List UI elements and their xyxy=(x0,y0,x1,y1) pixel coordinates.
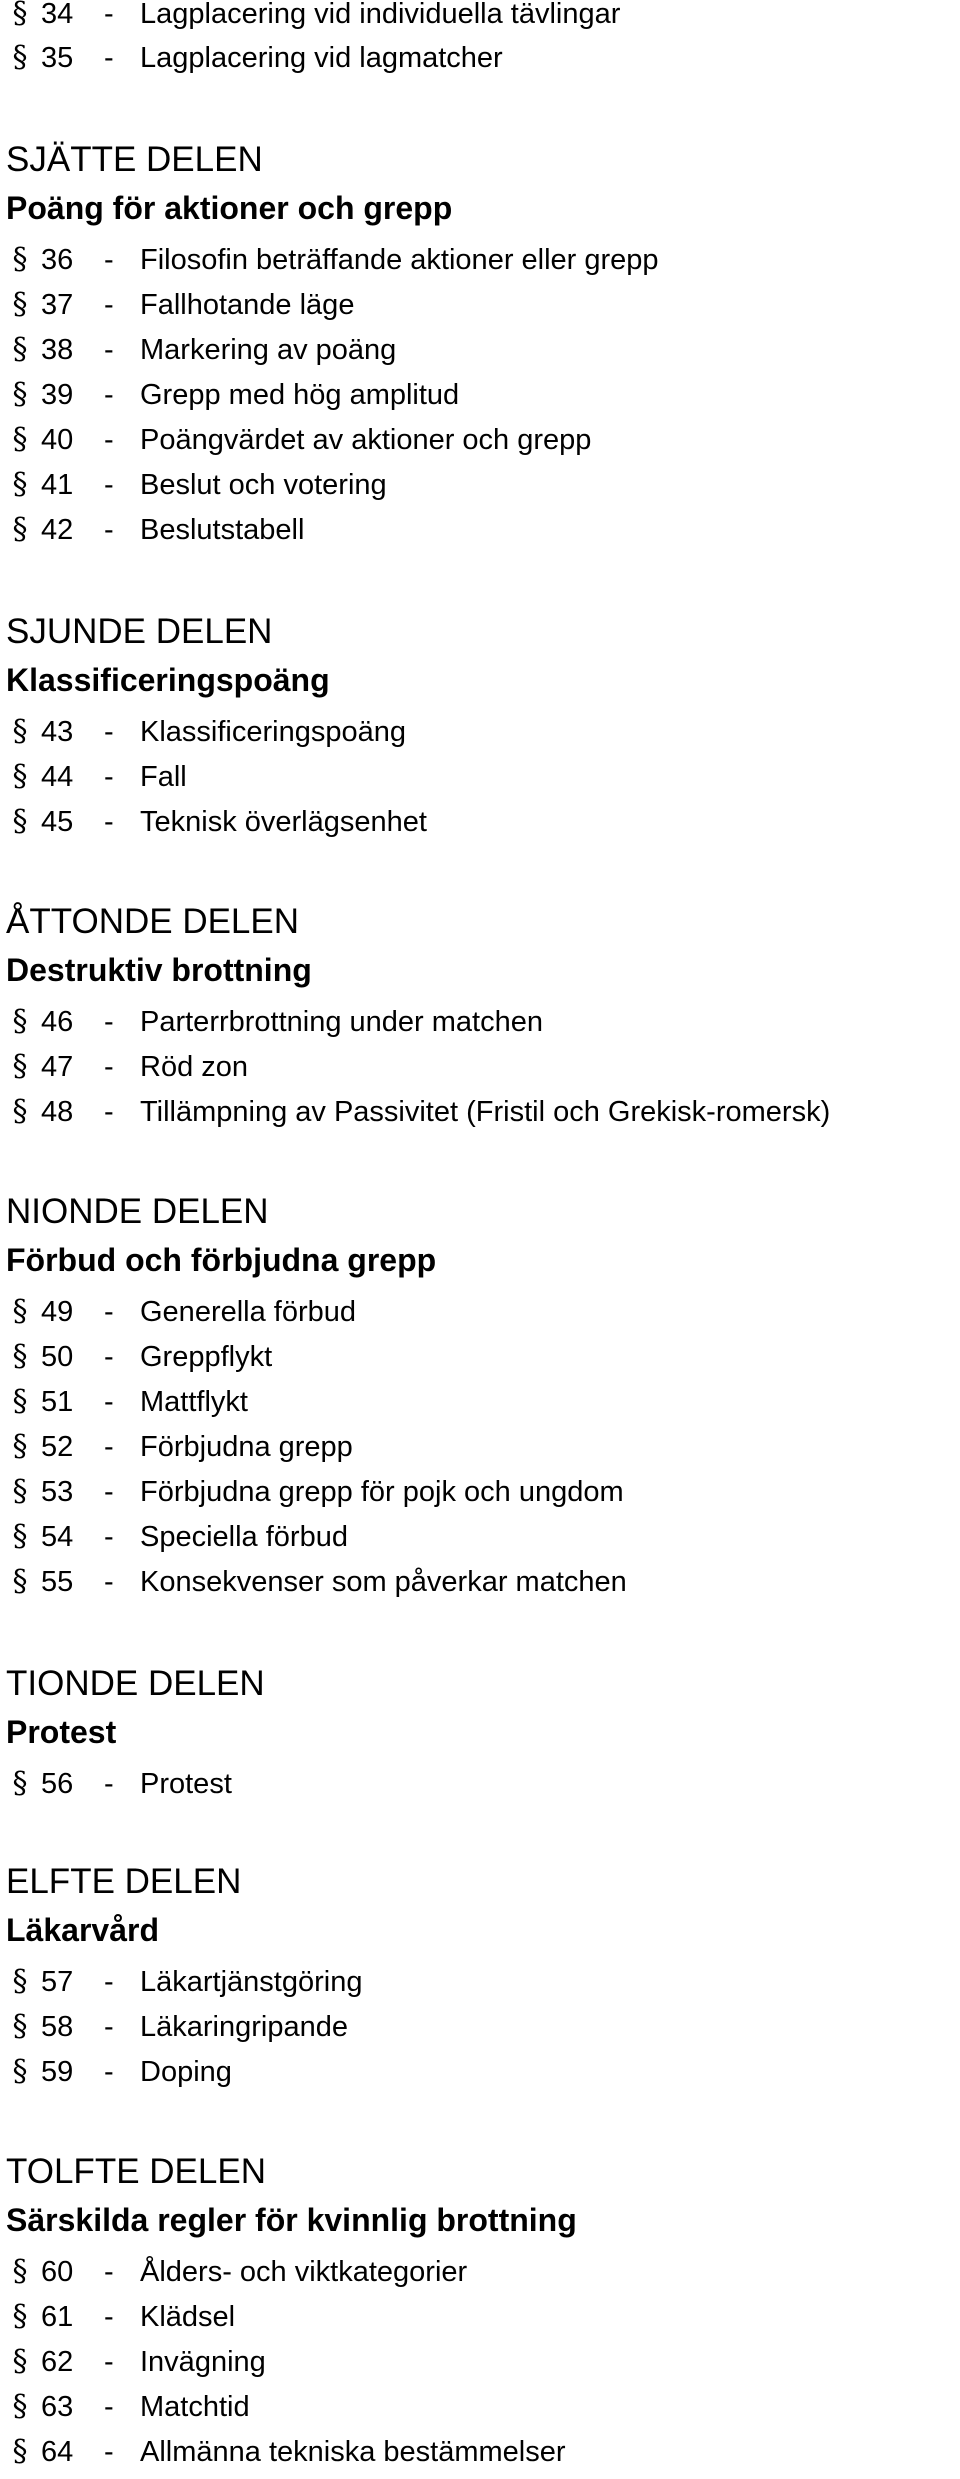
section-sign-icon: § xyxy=(12,467,28,502)
section-sign-icon: § xyxy=(12,1094,28,1129)
toc-row xyxy=(0,2252,960,2292)
paragraph-number: 43 xyxy=(41,716,74,748)
toc-row xyxy=(0,330,960,370)
paragraph-title: Läkartjänstgöring xyxy=(140,1966,363,1998)
paragraph-number: 38 xyxy=(41,334,74,366)
paragraph-number: 48 xyxy=(41,1096,74,1128)
paragraph-title: Beslut och votering xyxy=(140,469,387,501)
paragraph-title: Ålders- och viktkategorier xyxy=(140,2256,468,2288)
section-heading: ÅTTONDE DELEN xyxy=(6,902,300,941)
paragraph-number: 36 xyxy=(41,244,74,276)
separator: - xyxy=(104,716,114,748)
separator: - xyxy=(104,289,114,321)
separator: - xyxy=(104,2346,114,2378)
paragraph-number: 34 xyxy=(41,0,74,30)
toc-row xyxy=(0,2297,960,2337)
paragraph-title: Fall xyxy=(140,761,187,793)
section-sign-icon: § xyxy=(12,512,28,547)
separator: - xyxy=(104,2011,114,2043)
paragraph-title: Beslutstabell xyxy=(140,514,305,546)
separator: - xyxy=(104,1768,114,1800)
paragraph-title: Protest xyxy=(140,1768,232,1800)
toc-row xyxy=(0,1292,960,1332)
separator: - xyxy=(104,1051,114,1083)
paragraph-number: 45 xyxy=(41,806,74,838)
paragraph-title: Klädsel xyxy=(140,2301,236,2333)
separator: - xyxy=(104,0,114,30)
separator: - xyxy=(104,2056,114,2088)
toc-row xyxy=(0,712,960,752)
separator: - xyxy=(104,469,114,501)
section-sign-icon: § xyxy=(12,2344,28,2379)
paragraph-title: Allmänna tekniska bestämmelser xyxy=(140,2436,566,2468)
separator: - xyxy=(104,1476,114,1508)
paragraph-title: Matchtid xyxy=(140,2391,250,2423)
paragraph-number: 55 xyxy=(41,1566,74,1598)
paragraph-title: Läkaringripande xyxy=(140,2011,348,2043)
paragraph-number: 49 xyxy=(41,1296,74,1328)
toc-row xyxy=(0,465,960,505)
separator: - xyxy=(104,424,114,456)
toc-row xyxy=(0,240,960,280)
section-subheading: Läkarvård xyxy=(6,1912,159,1948)
paragraph-number: 56 xyxy=(41,1768,74,1800)
section-sign-icon: § xyxy=(12,422,28,457)
toc-row xyxy=(0,2342,960,2382)
paragraph-number: 61 xyxy=(41,2301,74,2333)
section-subheading: Protest xyxy=(6,1714,117,1750)
section-sign-icon: § xyxy=(12,1564,28,1599)
section-sign-icon: § xyxy=(12,714,28,749)
section-heading: NIONDE DELEN xyxy=(6,1192,269,1231)
paragraph-number: 62 xyxy=(41,2346,74,2378)
section-sign-icon: § xyxy=(12,2009,28,2044)
section-sign-icon: § xyxy=(12,1294,28,1329)
paragraph-title: Fallhotande läge xyxy=(140,289,355,321)
section-sign-icon: § xyxy=(12,1766,28,1801)
toc-row xyxy=(0,1764,960,1804)
paragraph-number: 41 xyxy=(41,469,74,501)
toc-row xyxy=(0,1092,960,1132)
section-sign-icon: § xyxy=(12,2254,28,2289)
paragraph-number: 53 xyxy=(41,1476,74,1508)
section-sign-icon: § xyxy=(12,2299,28,2334)
paragraph-number: 35 xyxy=(41,42,74,74)
section-heading: SJÄTTE DELEN xyxy=(6,140,263,179)
toc-row xyxy=(0,1002,960,1042)
toc-row xyxy=(0,1562,960,1602)
section-sign-icon: § xyxy=(12,1384,28,1419)
paragraph-title: Poängvärdet av aktioner och grepp xyxy=(140,424,592,456)
paragraph-title: Doping xyxy=(140,2056,232,2088)
paragraph-title: Teknisk överlägsenhet xyxy=(140,806,427,838)
toc-row xyxy=(0,510,960,550)
separator: - xyxy=(104,244,114,276)
paragraph-title: Generella förbud xyxy=(140,1296,357,1328)
section-sign-icon: § xyxy=(12,759,28,794)
toc-row xyxy=(0,1517,960,1557)
toc-row xyxy=(0,1472,960,1512)
toc-row xyxy=(0,757,960,797)
paragraph-number: 58 xyxy=(41,2011,74,2043)
separator: - xyxy=(104,2436,114,2468)
toc-row xyxy=(0,0,960,34)
paragraph-title: Grepp med hög amplitud xyxy=(140,379,460,411)
section-sign-icon: § xyxy=(12,2389,28,2424)
section-sign-icon: § xyxy=(12,1339,28,1374)
paragraph-title: Konsekvenser som påverkar matchen xyxy=(140,1566,627,1598)
paragraph-number: 64 xyxy=(41,2436,74,2468)
paragraph-number: 50 xyxy=(41,1341,74,1373)
paragraph-title: Parterrbrottning under matchen xyxy=(140,1006,543,1038)
toc-row xyxy=(0,375,960,415)
section-sign-icon: § xyxy=(12,1519,28,1554)
paragraph-title: Speciella förbud xyxy=(140,1521,348,1553)
toc-row xyxy=(0,420,960,460)
section-sign-icon: § xyxy=(12,0,28,31)
paragraph-number: 63 xyxy=(41,2391,74,2423)
toc-row xyxy=(0,802,960,842)
separator: - xyxy=(104,1966,114,1998)
separator: - xyxy=(104,379,114,411)
paragraph-number: 39 xyxy=(41,379,74,411)
paragraph-title: Klassificeringspoäng xyxy=(140,716,406,748)
section-heading: TIONDE DELEN xyxy=(6,1664,265,1703)
separator: - xyxy=(104,1521,114,1553)
toc-row xyxy=(0,2387,960,2427)
section-sign-icon: § xyxy=(12,1429,28,1464)
paragraph-number: 37 xyxy=(41,289,74,321)
section-subheading: Poäng för aktioner och grepp xyxy=(6,190,453,226)
separator: - xyxy=(104,1341,114,1373)
separator: - xyxy=(104,1296,114,1328)
paragraph-title: Förbjudna grepp xyxy=(140,1431,353,1463)
paragraph-number: 40 xyxy=(41,424,74,456)
separator: - xyxy=(104,2256,114,2288)
section-sign-icon: § xyxy=(12,40,28,75)
separator: - xyxy=(104,806,114,838)
separator: - xyxy=(104,42,114,74)
paragraph-number: 59 xyxy=(41,2056,74,2088)
paragraph-number: 42 xyxy=(41,514,74,546)
section-sign-icon: § xyxy=(12,1964,28,1999)
section-sign-icon: § xyxy=(12,1004,28,1039)
separator: - xyxy=(104,334,114,366)
toc-row xyxy=(0,1427,960,1467)
paragraph-number: 47 xyxy=(41,1051,74,1083)
paragraph-number: 46 xyxy=(41,1006,74,1038)
paragraph-title: Lagplacering vid lagmatcher xyxy=(140,42,503,74)
separator: - xyxy=(104,1386,114,1418)
paragraph-title: Lagplacering vid individuella tävlingar xyxy=(140,0,621,30)
section-heading: ELFTE DELEN xyxy=(6,1862,242,1901)
toc-row xyxy=(0,285,960,325)
paragraph-number: 52 xyxy=(41,1431,74,1463)
section-heading: SJUNDE DELEN xyxy=(6,612,273,651)
paragraph-title: Röd zon xyxy=(140,1051,249,1083)
paragraph-number: 51 xyxy=(41,1386,74,1418)
paragraph-number: 57 xyxy=(41,1966,74,1998)
paragraph-title: Invägning xyxy=(140,2346,266,2378)
paragraph-title: Mattflykt xyxy=(140,1386,248,1418)
section-sign-icon: § xyxy=(12,242,28,277)
section-subheading: Särskilda regler för kvinnlig brottning xyxy=(6,2202,577,2238)
separator: - xyxy=(104,1096,114,1128)
section-subheading: Klassificeringspoäng xyxy=(6,662,330,698)
section-sign-icon: § xyxy=(12,332,28,367)
toc-row xyxy=(0,1047,960,1087)
separator: - xyxy=(104,514,114,546)
toc-row xyxy=(0,2007,960,2047)
paragraph-number: 54 xyxy=(41,1521,74,1553)
section-sign-icon: § xyxy=(12,287,28,322)
toc-row xyxy=(0,1382,960,1422)
paragraph-number: 60 xyxy=(41,2256,74,2288)
section-sign-icon: § xyxy=(12,804,28,839)
paragraph-number: 44 xyxy=(41,761,74,793)
separator: - xyxy=(104,1006,114,1038)
paragraph-title: Tillämpning av Passivitet (Fristil och Grekisk-romersk) xyxy=(140,1096,831,1128)
section-subheading: Förbud och förbjudna grepp xyxy=(6,1242,437,1278)
toc-row xyxy=(0,38,960,78)
separator: - xyxy=(104,1566,114,1598)
toc-row xyxy=(0,2052,960,2092)
paragraph-title: Markering av poäng xyxy=(140,334,397,366)
toc-row xyxy=(0,2432,960,2472)
toc-row xyxy=(0,1337,960,1377)
separator: - xyxy=(104,2301,114,2333)
paragraph-title: Greppflykt xyxy=(140,1341,273,1373)
section-subheading: Destruktiv brottning xyxy=(6,952,312,988)
separator: - xyxy=(104,761,114,793)
separator: - xyxy=(104,1431,114,1463)
separator: - xyxy=(104,2391,114,2423)
section-heading: TOLFTE DELEN xyxy=(6,2152,266,2191)
section-sign-icon: § xyxy=(12,1474,28,1509)
paragraph-title: Filosofin beträffande aktioner eller grepp xyxy=(140,244,659,276)
toc-row xyxy=(0,1962,960,2002)
paragraph-title: Förbjudna grepp för pojk och ungdom xyxy=(140,1476,624,1508)
section-sign-icon: § xyxy=(12,2054,28,2089)
section-sign-icon: § xyxy=(12,377,28,412)
section-sign-icon: § xyxy=(12,1049,28,1084)
section-sign-icon: § xyxy=(12,2434,28,2469)
